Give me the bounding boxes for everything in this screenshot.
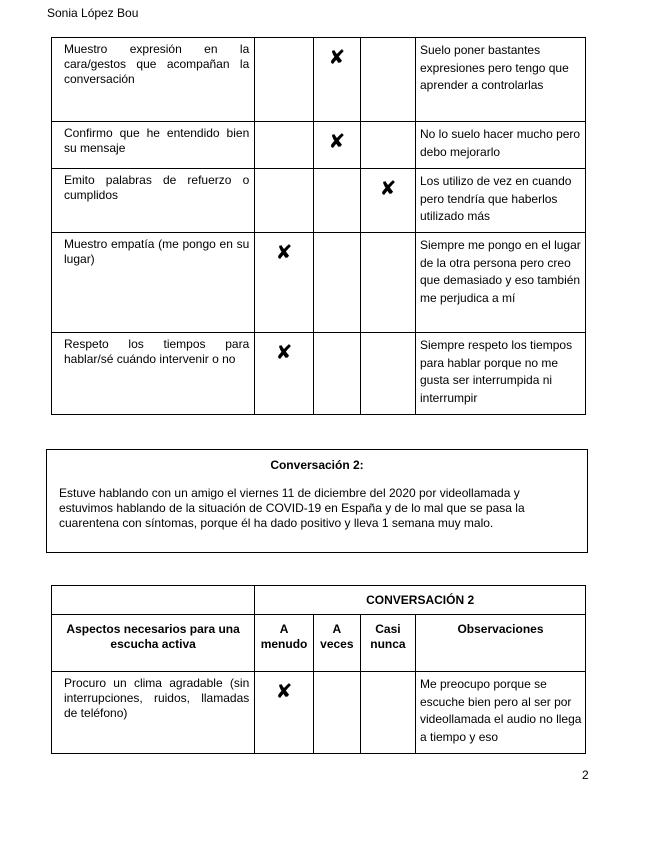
a-menudo-cell (255, 122, 314, 169)
author-name: Sonia López Bou (47, 6, 139, 20)
casi-nunca-cell (360, 333, 415, 415)
table-header-row (52, 615, 586, 672)
table-row (52, 169, 586, 233)
casi-nunca-cell (360, 672, 415, 754)
conversation-text: Estuve hablando con un amigo el viernes 11 de diciembre del 2020 por videollamada y estuvimos hablando de la situación de COVID-19 en España y de lo mal que se pasa la cuarentena con síntomas, porque él ha dado positivo y lleva 1 semana muy malo. (59, 486, 525, 530)
table-title-row (52, 586, 586, 615)
aspect-cell: Respeto los tiempos para hablar/sé cuándo intervenir o no (52, 333, 255, 415)
aspect-cell: Muestro expresión en la cara/gestos que acompañan la conversación (52, 38, 255, 122)
observaciones-cell: Siempre respeto los tiempos para hablar porque no me gusta ser interrumpida ni interrumpir (416, 333, 586, 415)
table-row (52, 233, 586, 333)
aspect-cell: Confirmo que he entendido bien su mensaje (52, 122, 255, 169)
header-observaciones: Observaciones (416, 615, 586, 672)
observaciones-cell: Siempre me pongo en el lugar de la otra persona pero creo que demasiado y eso también me perjudica a mí (416, 233, 586, 333)
observaciones-cell: No lo suelo hacer mucho pero debo mejorarlo (416, 122, 586, 169)
a-veces-cell (313, 333, 360, 415)
header-casi-nunca: Casi nunca (360, 615, 415, 672)
aspect-cell: Emito palabras de refuerzo o cumplidos (52, 169, 255, 233)
a-menudo-cell: ✘ (255, 672, 314, 754)
aspect-cell: Muestro empatía (me pongo en su lugar) (52, 233, 255, 333)
page-number: 2 (582, 768, 589, 782)
aspect-cell: Procuro un clima agradable (sin interrupciones, ruidos, llamadas de teléfono) (52, 672, 255, 754)
a-menudo-cell (255, 38, 314, 122)
table-title: CONVERSACIÓN 2 (255, 586, 586, 615)
observaciones-cell: Suelo poner bastantes expresiones pero tengo que aprender a controlarlas (416, 38, 586, 122)
header-aspect: Aspectos necesarios para una escucha activa (52, 615, 255, 672)
casi-nunca-cell (360, 122, 415, 169)
a-menudo-cell (255, 169, 314, 233)
table-row (52, 38, 586, 122)
blank-cell (52, 586, 255, 615)
a-veces-cell (313, 169, 360, 233)
evaluation-table-2 (51, 585, 586, 754)
a-veces-cell: ✘ (313, 122, 360, 169)
a-menudo-cell: ✘ (255, 333, 314, 415)
casi-nunca-cell (360, 233, 415, 333)
casi-nunca-cell (360, 38, 415, 122)
a-veces-cell (313, 233, 360, 333)
observaciones-cell: Me preocupo porque se escuche bien pero al ser por videollamada el audio no llega a tiempo y eso (416, 672, 586, 754)
casi-nunca-cell: ✘ (360, 169, 415, 233)
header-a-veces: A veces (313, 615, 360, 672)
a-veces-cell: ✘ (313, 38, 360, 122)
header-a-menudo: A menudo (255, 615, 314, 672)
table-row (52, 333, 586, 415)
conversation-box (46, 449, 588, 553)
evaluation-table-1 (51, 37, 586, 415)
a-menudo-cell: ✘ (255, 233, 314, 333)
a-veces-cell (313, 672, 360, 754)
table-row (52, 672, 586, 754)
observaciones-cell: Los utilizo de vez en cuando pero tendría que haberlos utilizado más (416, 169, 586, 233)
conversation-title: Conversación 2: (270, 458, 364, 472)
table-row (52, 122, 586, 169)
